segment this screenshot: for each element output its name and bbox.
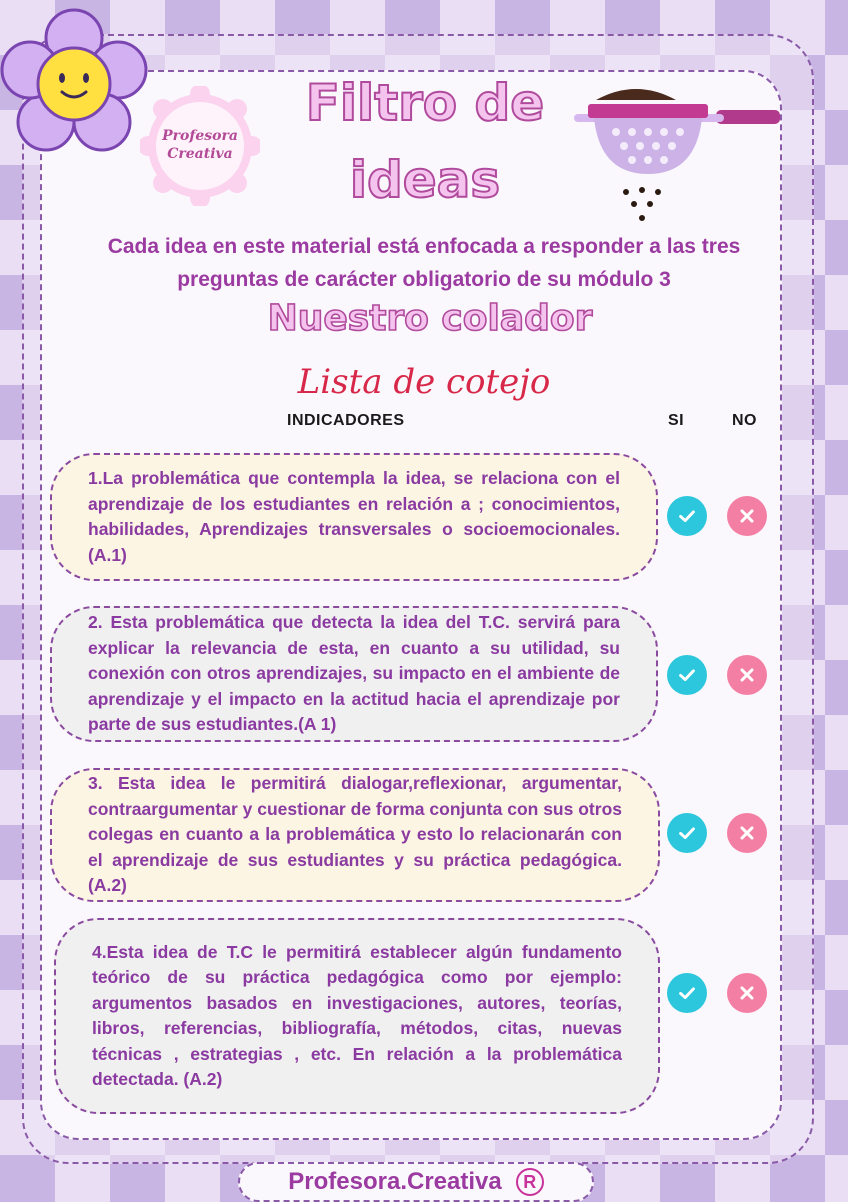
section-subtitle: Nuestro colador — [267, 298, 593, 339]
page-title: Filtro de — [305, 74, 545, 132]
check-icon[interactable] — [667, 655, 707, 695]
indicator-row — [50, 453, 658, 581]
close-icon[interactable] — [727, 655, 767, 695]
indicator-row — [50, 768, 660, 902]
list-title: Lista de cotejo — [297, 362, 551, 402]
page-title: ideas — [349, 151, 501, 209]
registered-icon: R — [516, 1168, 544, 1196]
indicator-text: 4.Esta idea de T.C le permitirá establecer algún fundamento teórico de su práctica pedagógica como por ejemplo: argumentos basados en investigaciones, autores, teorías, libros, referencias, bibliografía, métodos, citas, nuevas técnicas , estrategias , etc. En relación a la problemática detectada. (A.2) — [92, 941, 622, 1089]
check-icon[interactable] — [667, 496, 707, 536]
column-header-si: SI — [668, 412, 685, 429]
indicator-text: 3. Esta idea le permitirá dialogar,reflexionar, argumentar, contraargumentar y cuestionar de forma conjunta con sus otros colegas en cuanto a la problemática y esto lo relacionarán con el aprendizaje de sus estudiantes y su práctica pedagógica.(A.2) — [88, 773, 622, 896]
flower-icon — [0, 8, 148, 156]
indicator-row — [54, 918, 660, 1114]
footer-brand-text: Profesora.Creativa — [288, 1168, 502, 1195]
logo-text: Creativa — [167, 146, 233, 162]
close-icon[interactable] — [727, 496, 767, 536]
close-icon[interactable] — [727, 973, 767, 1013]
indicator-text: 1.La problemática que contempla la idea, se relaciona con el aprendizaje de los estudiantes en relación a ; conocimientos, habilidades, Aprendizajes transversales o socioemocionales.(A.1) — [88, 468, 620, 565]
intro-text: Cada idea en este material está enfocada a responder a las tres preguntas de carácter obligatorio de su módulo 3 — [107, 235, 741, 291]
indicator-row — [50, 606, 658, 742]
column-header-indicadores: INDICADORES — [287, 412, 405, 429]
check-icon[interactable] — [667, 973, 707, 1013]
close-icon[interactable] — [727, 813, 767, 853]
column-header-no: NO — [732, 412, 757, 429]
logo-text: Profesora — [162, 128, 238, 144]
footer-brand — [238, 1162, 594, 1202]
check-icon[interactable] — [667, 813, 707, 853]
indicator-text: 2. Esta problemática que detecta la idea del T.C. servirá para explicar la relevancia de esta, en cuanto a su utilidad, su conexión con otros aprendizajes, su impacto en el ambiente de aprendizaje y el impacto en la actitud hacia el aprendizaje por parte de sus estudiantes.(A 1) — [88, 612, 620, 735]
